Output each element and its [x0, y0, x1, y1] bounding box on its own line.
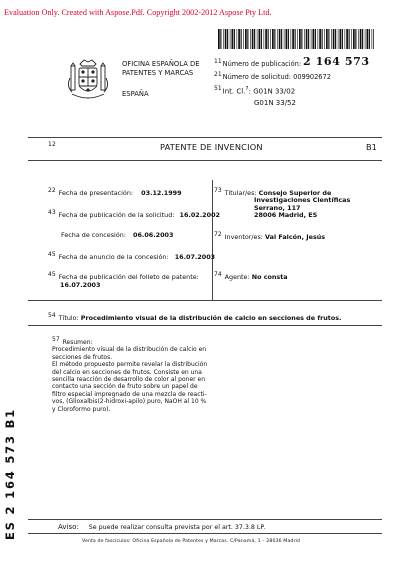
int-class: 51Int. Cl.$^7$: G01N 33/02 — [214, 85, 296, 96]
field-value: 009902672 — [293, 73, 331, 82]
barcode-bar — [358, 29, 359, 49]
field-label: Número de publicación: — [222, 60, 302, 69]
barcode-bar — [365, 29, 366, 49]
barcode-bar — [338, 29, 339, 49]
barcode-bar — [360, 29, 362, 49]
barcode-bar — [355, 29, 356, 49]
barcode-bar — [277, 29, 278, 49]
watermark: Evaluation Only. Created with Aspose.Pdf. Copyright 2002-2012 Aspose Pty Ltd. — [4, 8, 272, 17]
barcode-bar — [353, 29, 355, 49]
barcode-bar — [301, 29, 302, 49]
barcode-bar — [362, 29, 363, 49]
notice: Aviso: Se puede realizar consulta prevista por el art. 37.3.8 LP. — [58, 523, 266, 531]
barcode-bar — [265, 29, 267, 49]
barcode-bar — [304, 29, 305, 49]
vertical-publication-number: ES 2 164 573 B1 — [3, 408, 17, 540]
title-text: PATENTE DE INVENCION — [160, 142, 263, 152]
abstract-line: secciones de frutos. — [52, 353, 113, 361]
office-name — [122, 60, 200, 77]
barcode-bar — [351, 29, 352, 49]
barcode-bar — [281, 29, 282, 49]
holder: 73 Titular/es: Consejo Superior de Investigaciones Científicas Serrano, 117 28006 Madrid, ES — [214, 187, 351, 219]
barcode-bar — [311, 29, 312, 49]
barcode-bar — [272, 29, 274, 49]
agent: 74 Agente: No consta — [214, 271, 288, 282]
barcode-bar — [319, 29, 321, 49]
abstract-line: filtro especial impregnado de una mezcla de reacti- — [52, 390, 207, 398]
barcode-bar — [254, 29, 255, 49]
date-publication-request: 43 Fecha de publicación de la solicitud: 16.02.2002 — [48, 209, 220, 220]
barcode-bar — [241, 29, 242, 49]
barcode-bar — [220, 29, 221, 49]
barcode-bar — [326, 29, 328, 49]
field-code: 21 — [214, 71, 222, 78]
field-label: Número de solicitud: — [222, 73, 292, 82]
barcode-bar — [373, 29, 374, 49]
barcode — [218, 29, 374, 49]
barcode-bar — [247, 29, 248, 49]
country: ESPAÑA — [122, 90, 149, 98]
barcode-bar — [274, 29, 275, 49]
barcode-bar — [218, 29, 220, 49]
abstract-line: El método propuesto permite revelar la distribución — [52, 361, 208, 369]
int-class-2: G01N 33/52 — [254, 99, 296, 107]
barcode-bar — [306, 29, 308, 49]
barcode-bar — [342, 29, 343, 49]
footer: Venta de fascículos: Oficina Española de Patentes y Marcas. C/Panamá, 1 – 28036 Madrid — [82, 539, 301, 544]
divider — [28, 519, 382, 520]
publication-number: 2 164 573 — [303, 55, 370, 68]
barcode-bar — [237, 29, 238, 49]
coat-of-arms-icon — [66, 56, 110, 104]
barcode-bar — [230, 29, 231, 49]
barcode-bar — [345, 29, 346, 49]
abstract-line: Procedimiento visual de la distribución de calcio en — [52, 346, 207, 354]
barcode-bar — [286, 29, 288, 49]
barcode-bar — [333, 29, 335, 49]
barcode-bar — [257, 29, 258, 49]
barcode-bar — [252, 29, 254, 49]
column-divider — [212, 180, 213, 300]
publication-number-label — [214, 58, 301, 68]
abstract-line: y Cloroformo puro). — [52, 405, 111, 413]
barcode-bar — [245, 29, 247, 49]
barcode-bar — [346, 29, 348, 49]
date-presentation: 22 Fecha de presentación: 03.12.1999 — [48, 187, 182, 198]
field-code: 12 — [48, 141, 57, 148]
barcode-bar — [284, 29, 285, 49]
barcode-bar — [234, 29, 235, 49]
field-sup: 7 — [245, 86, 249, 92]
barcode-bar — [279, 29, 281, 49]
barcode-bar — [243, 29, 244, 49]
barcode-bar — [335, 29, 336, 49]
abstract-line: sencilla reacción de desarrollo de color al poner en — [52, 376, 206, 384]
barcode-bar — [292, 29, 294, 49]
date-patent-booklet: 45 Fecha de publicación del folleto de patente: 16.07.2003 — [48, 271, 199, 289]
invention-title: 54 Título: Procedimiento visual de la distribución de calcio en secciones de frutos. — [48, 312, 342, 323]
divider — [28, 300, 382, 301]
barcode-bar — [291, 29, 292, 49]
barcode-bar — [328, 29, 329, 49]
barcode-bar — [318, 29, 319, 49]
divider — [28, 325, 382, 326]
barcode-bar — [238, 29, 240, 49]
field-label: Int. Cl. — [222, 87, 246, 96]
abstract: 57 Resumen: Procedimiento visual de la distribución de calcio en secciones de frutos. El método propuesto permite revelar la distribución del calcio en secciones de frutos. Consiste en una sencilla reacción de desarrollo de color al poner en contacto una sección de fruto sobre un papel de filtro especial impregnado de una mezcla de reacti- vos, (Glioxalbis(2-hidroxi-apilo) puro, NaOH al 10 % y Cloroformo puro). — [52, 336, 227, 413]
barcode-bar — [297, 29, 298, 49]
barcode-bar — [232, 29, 234, 49]
abstract-line: contacto una sección de fruto sobre un papel de — [52, 383, 198, 391]
barcode-bar — [268, 29, 269, 49]
barcode-bar — [369, 29, 370, 49]
barcode-bar — [324, 29, 325, 49]
office-line-2: PATENTES Y MARCAS — [122, 68, 194, 77]
field-code: 11 — [214, 58, 222, 65]
barcode-bar — [223, 29, 224, 49]
barcode-bar — [250, 29, 251, 49]
date-grant-announcement: 45 Fecha de anuncio de la concesión: 16.07.2003 — [48, 251, 216, 262]
field-value: G01N 33/02 — [253, 87, 296, 96]
barcode-bar — [261, 29, 262, 49]
barcode-bar — [295, 29, 296, 49]
barcode-bar — [308, 29, 309, 49]
barcode-bar — [313, 29, 315, 49]
office-line-1: OFICINA ESPAÑOLA DE — [122, 60, 200, 68]
barcode-bar — [315, 29, 316, 49]
divider — [28, 137, 382, 138]
divider — [28, 533, 382, 534]
divider — [28, 160, 382, 161]
document-title — [48, 141, 263, 152]
barcode-bar — [372, 29, 373, 49]
field-code: 51 — [214, 85, 222, 92]
barcode-bar — [331, 29, 332, 49]
abstract-line: del calcio en secciones de frutos. Consiste en una — [52, 368, 202, 376]
barcode-bar — [299, 29, 301, 49]
abstract-line: vos, (Glioxalbis(2-hidroxi-apilo) puro, NaOH al 10 % — [52, 398, 207, 406]
barcode-bar — [225, 29, 227, 49]
inventor: 72 Inventor/es: Val Falcón, Jesús — [214, 231, 326, 242]
barcode-bar — [264, 29, 265, 49]
document-kind: B1 — [366, 142, 377, 152]
barcode-bar — [367, 29, 369, 49]
barcode-bar — [349, 29, 350, 49]
barcode-bar — [340, 29, 342, 49]
application-number — [214, 71, 331, 81]
barcode-bar — [322, 29, 323, 49]
barcode-bar — [227, 29, 228, 49]
date-grant: Fecha de concesión: 06.06.2003 — [61, 231, 174, 239]
barcode-bar — [288, 29, 289, 49]
barcode-bar — [259, 29, 261, 49]
barcode-bar — [270, 29, 271, 49]
